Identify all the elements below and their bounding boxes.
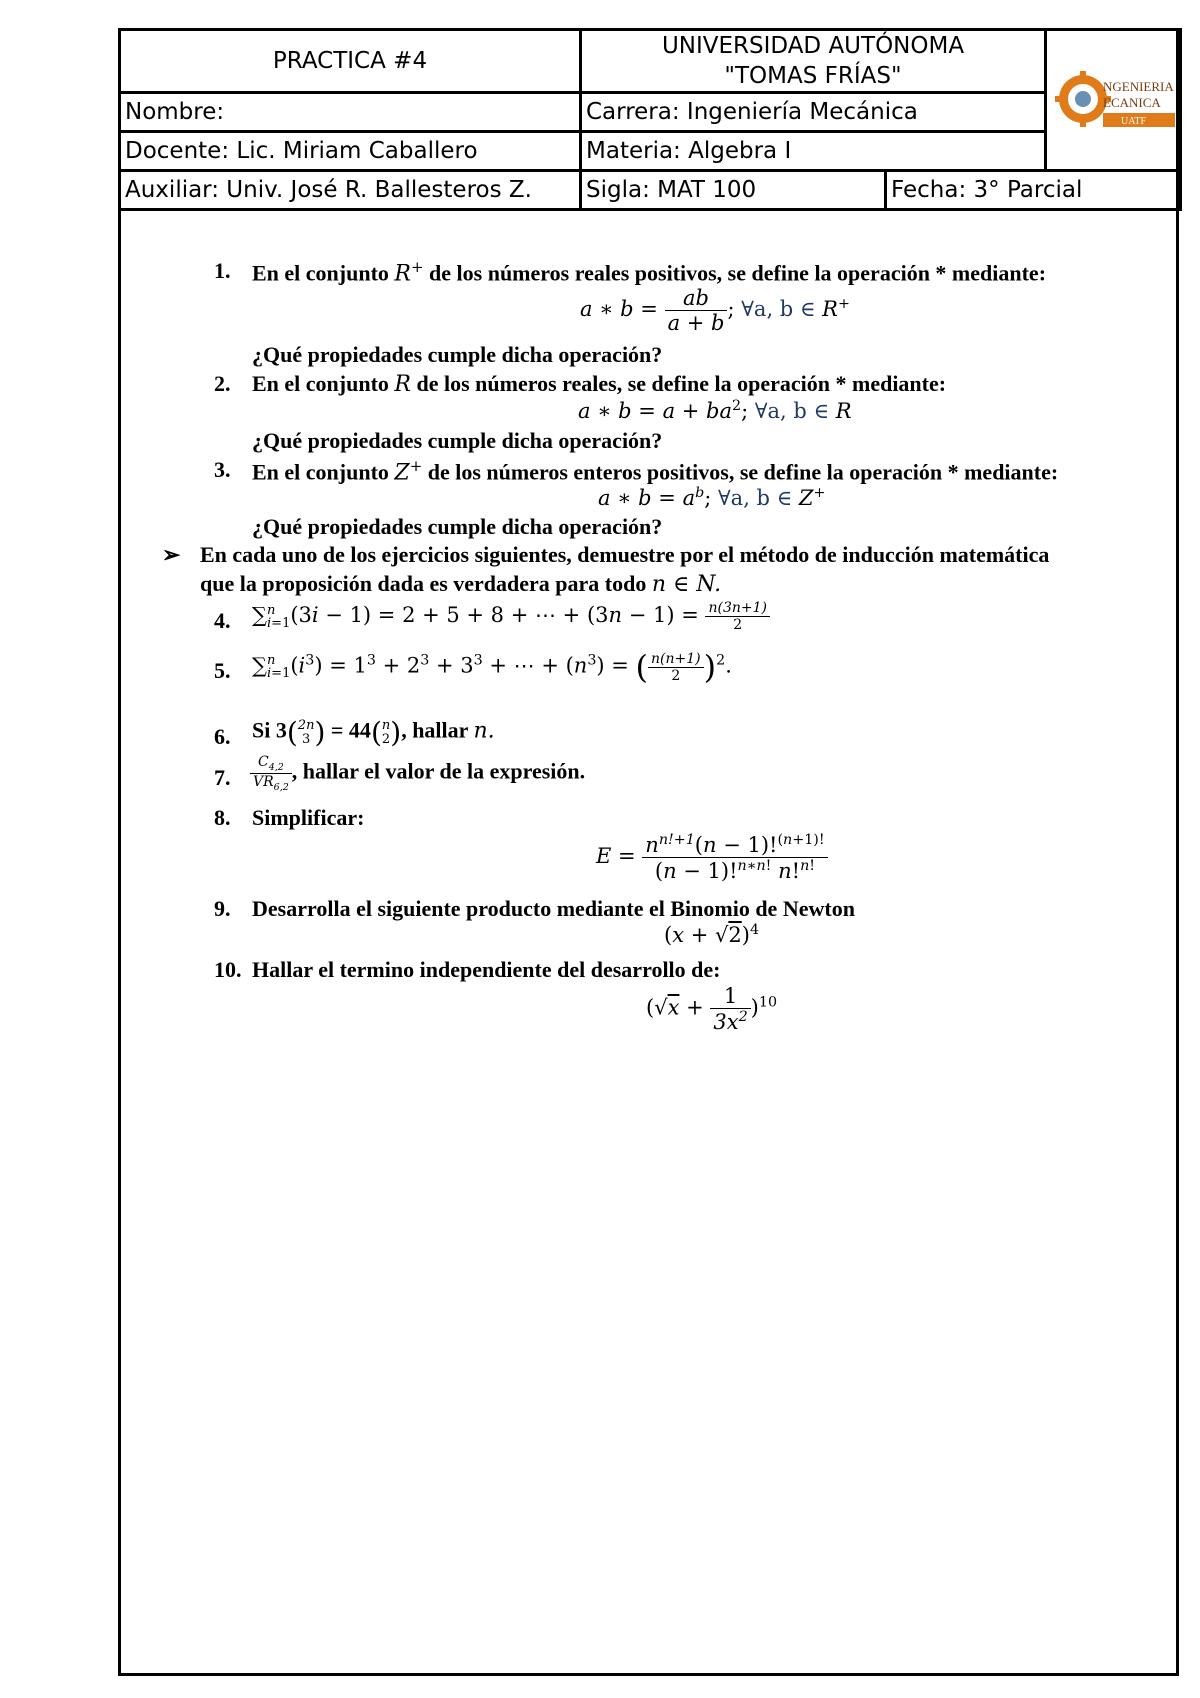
problem-2-set: R [394,372,411,397]
problem-6-number: 6. [214,724,231,749]
problem-5-number: 5. [214,658,231,683]
problem-6-text-c: , hallar [401,717,474,743]
problem-3-set: Z [394,460,410,486]
sigla-field: Sigla: MAT 100 [581,171,886,210]
problem-2-text-a: En el conjunto [252,371,395,396]
problem-3-text-b: de los números enteros positivos, se define la operación * mediante: [422,459,1059,485]
university-line-1: UNIVERSIDAD AUTÓNOMA [661,33,965,59]
problem-3-statement [252,457,1058,485]
practica-title: PRACTICA #4 [120,30,581,93]
problem-4-number: 4. [214,608,231,633]
problem-6-text-a: Si 3 [252,717,287,743]
induction-line-2-text: que la proposición dada es verdadera para todo [200,571,652,596]
problem-9-number: 9. [214,896,231,921]
problem-3-formula: a ∗ $b = a^b$; ∀a, b ∈ Z+ [598,485,826,510]
carrera-field: Carrera: Ingeniería Mecánica [581,93,1046,132]
problem-7-number: 7. [214,765,231,790]
problem-6-text-b: = 44 [325,717,371,743]
problem-1-statement [252,258,1046,286]
logo-text-2: ECANICA [1103,95,1161,110]
problem-5-formula: ∑n $i=1(i^3) = 1^3 + 2^3 + 3^3$ + ⋯ + $(n^3)$ = ( $\frac{n(n+1)}{2}$ )$^2$. [252,648,732,686]
problem-3-question: ¿Qué propiedades cumple dicha operación? [252,514,663,539]
problem-10-number: 10. [214,957,242,982]
problem-2-statement [252,371,946,397]
problem-3-text-a: En el conjunto [252,459,395,485]
problem-4-formula: ∑n i=1(3i − 1) = 2 + 5 + 8 + ⋯ + (3n − 1) = $\frac{n(3n+1)}{2}$ [252,600,770,633]
problem-10-formula: (√x + $\frac{1}{3x^2}$ )$^{10}$ [646,984,778,1034]
auxiliar-field: Auxiliar: Univ. José R. Ballesteros Z. [120,171,581,210]
problem-3-set-sup: + [409,457,423,475]
problem-1-set-sup: + [411,258,424,276]
problem-6-statement: Si 3(2n 3 ) = 44(n 2), hallar n. [252,716,495,749]
problem-2-number: 2. [214,371,231,396]
engineering-logo [1051,57,1181,137]
problem-8-number: 8. [214,805,231,830]
logo-cell [1046,30,1181,171]
fecha-field: Fecha: 3° Parcial [886,171,1181,210]
problem-3-number: 3. [214,457,231,482]
induction-line-1: En cada uno de los ejercicios siguientes, demuestre por el método de inducción matemática [200,542,1050,567]
problem-6-var: n. [473,718,495,744]
problem-1-formula: a ∗ b = $\frac{ab}{a + b}$ ; ∀a, b ∈ R+ [580,286,850,335]
problem-1-set: R [394,261,411,287]
problem-9-formula: $(x + √2)^4$ [664,922,760,947]
problem-8-formula: E = $\frac{n^{n!+1}(n - 1)!^{(n+1)!}}{(n - 1)!^{n∗n!} n!^{n!}}$ [596,832,828,883]
induction-line-2 [200,571,721,597]
bullet-arrow-icon: ➢ [162,542,181,567]
problem-2-formula: a ∗ $b = a + ba^2$; ∀a, b ∈ R [578,398,852,423]
induction-line-2-math: n ∈ N. [651,572,722,597]
problem-1-text-a: En el conjunto [252,260,395,286]
nombre-field: Nombre: [120,93,581,132]
materia-field: Materia: Algebra I [581,132,1046,171]
problem-1-question: ¿Qué propiedades cumple dicha operación? [252,342,663,367]
docente-field: Docente: Lic. Miriam Caballero [120,132,581,171]
problem-7-statement: $\frac{C_{4,2}}{VR_{6,2}}$ , hallar el valor de la expresión. [250,754,585,793]
logo-text-3: UATF [1121,116,1147,127]
logo-text-1: NGENIERIA [1103,79,1174,94]
university-name [581,30,1046,93]
problem-2-text-b: de los números reales, se define la operación * mediante: [411,371,947,396]
problem-7-text: , hallar el valor de la expresión. [291,758,586,784]
problem-10-text: Hallar el termino independiente del desarrollo de: [252,957,721,982]
problem-2-question: ¿Qué propiedades cumple dicha operación? [252,428,663,453]
university-line-2: "TOMAS FRÍAS" [724,63,902,89]
problem-1-number: 1. [214,258,231,283]
problem-9-text: Desarrolla el siguiente producto mediante el Binomio de Newton [252,896,855,921]
header-table [118,28,1182,211]
problem-1-text-b: de los números reales positivos, se define la operación * mediante: [423,260,1047,286]
problem-8-text: Simplificar: [252,805,365,830]
